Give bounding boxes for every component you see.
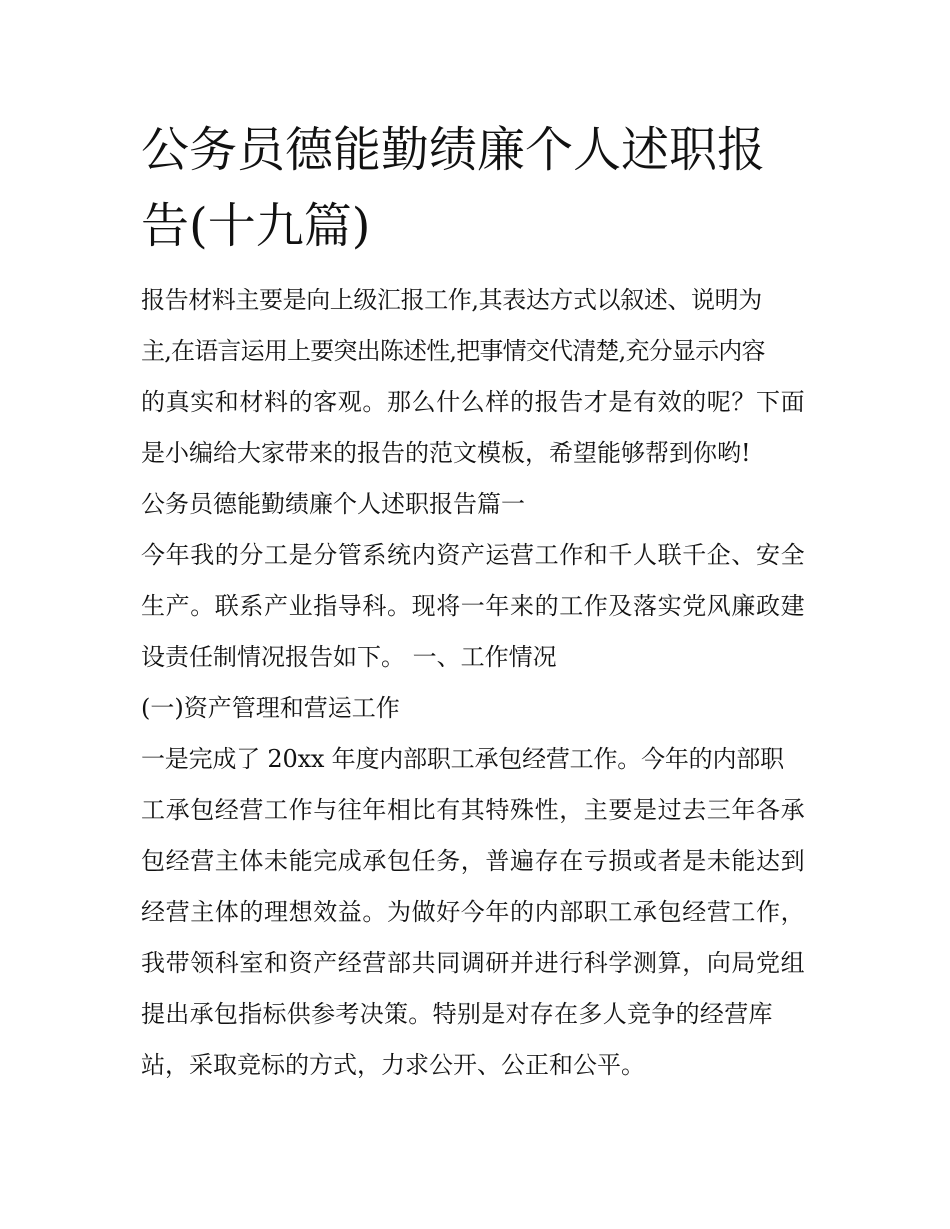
paragraph-line: 站，采取竞标的方式，力求公开、公正和公平。	[141, 1051, 645, 1079]
paragraph-line: 设责任制情况报告如下。 一、工作情况	[141, 643, 557, 671]
paragraph-line: 经营主体的理想效益。为做好今年的内部职工承包经营工作，	[141, 898, 806, 926]
subheading-asset-management: (一)资产管理和营运工作	[141, 694, 400, 722]
paragraph-line: 一是完成了 20xx 年度内部职工承包经营工作。今年的内部职	[141, 745, 784, 773]
intro-line-1: 报告材料主要是向上级汇报工作,其表达方式以叙述、说明为	[141, 286, 762, 314]
section-heading-1: 公务员德能勤绩廉个人述职报告篇一	[141, 490, 525, 518]
paragraph-line: 提出承包指标供参考决策。特别是对存在多人竞争的经营库	[141, 1000, 773, 1028]
title-line-1: 公务员德能勤绩廉个人述职报	[141, 122, 766, 178]
paragraph-line: 包经营主体未能完成承包任务，普遍存在亏损或者是未能达到	[141, 847, 806, 875]
title-line-2: 告(十九篇)	[141, 198, 371, 254]
paragraph-line: 今年我的分工是分管系统内资产运营工作和千人联千企、安全	[141, 541, 806, 569]
intro-line-3: 的真实和材料的客观。那么什么样的报告才是有效的呢？下面	[141, 388, 806, 416]
document-title	[141, 112, 821, 264]
document-body	[141, 275, 813, 1091]
intro-line-2: 主,在语言运用上要突出陈述性,把事情交代清楚,充分显示内容	[141, 337, 765, 365]
paragraph-line: 生产。联系产业指导科。现将一年来的工作及落实党风廉政建	[141, 592, 806, 620]
paragraph-line: 我带领科室和资产经营部共同调研并进行科学测算，向局党组	[141, 949, 806, 977]
intro-line-4: 是小编给大家带来的报告的范文模板，希望能够帮到你哟!	[141, 439, 751, 467]
paragraph-line: 工承包经营工作与往年相比有其特殊性，主要是过去三年各承	[141, 796, 806, 824]
